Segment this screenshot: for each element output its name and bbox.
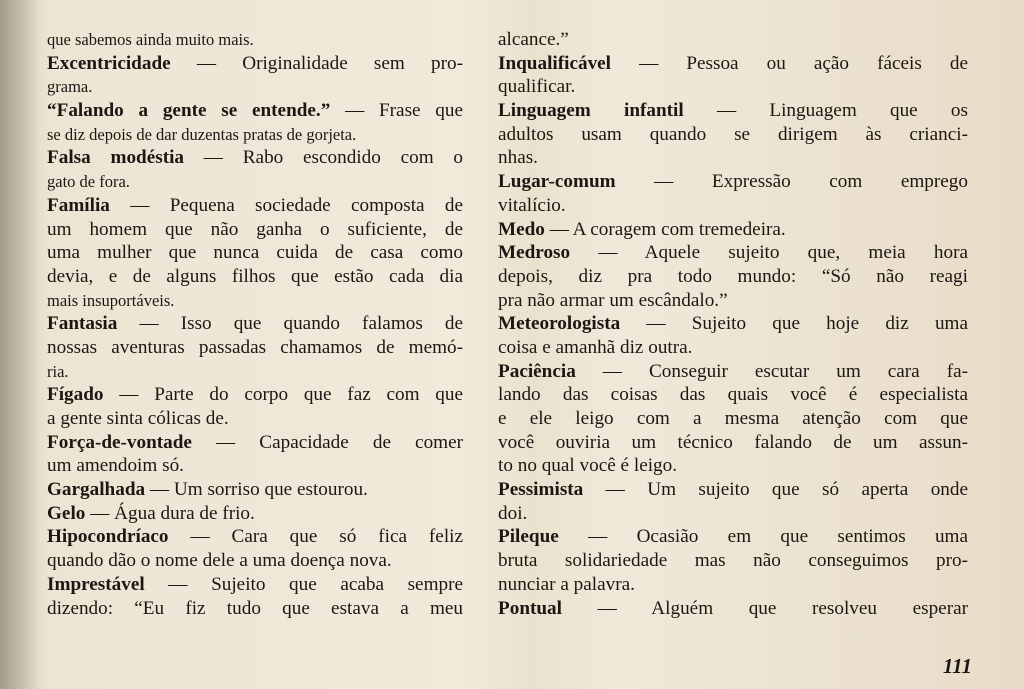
glossary-term: Fígado	[47, 384, 104, 406]
glossary-definition: — Cara que só fica feliz	[168, 526, 463, 548]
line-text: um amendoim só.	[47, 455, 184, 477]
line-text: doi.	[498, 502, 528, 524]
line-text: um homem que não ganha o suficiente, de	[47, 218, 463, 240]
glossary-term: Pessimista	[498, 479, 584, 501]
text-line	[47, 289, 463, 313]
text-line	[498, 431, 968, 455]
text-line	[498, 289, 968, 313]
text-line	[498, 502, 968, 526]
text-line	[498, 146, 968, 170]
text-line	[47, 360, 463, 384]
text-line	[47, 454, 463, 478]
glossary-definition: — Pessoa ou ação fáceis de	[611, 52, 968, 74]
text-line	[47, 123, 463, 147]
line-text: e ele leigo com a mesma atenção com que	[498, 408, 968, 429]
glossary-term: Linguagem infantil	[498, 100, 684, 122]
text-line	[47, 218, 463, 242]
glossary-term: Família	[47, 194, 110, 216]
glossary-entry-line	[498, 312, 968, 336]
right-column	[498, 28, 968, 620]
glossary-entry-line	[498, 52, 968, 76]
left-column	[47, 28, 463, 620]
glossary-term: “Falando a gente se entende.”	[47, 100, 331, 122]
line-text: alcance.”	[498, 29, 569, 50]
glossary-definition: — A coragem com tremedeira.	[544, 218, 786, 240]
text-line	[498, 573, 968, 597]
glossary-term: Gelo	[47, 502, 86, 524]
line-text: pra não armar um escândalo.”	[498, 289, 728, 311]
line-text: nhas.	[498, 147, 538, 169]
glossary-entry-line	[47, 431, 463, 455]
line-text: ria.	[47, 361, 69, 381]
glossary-term: Excentricidade	[47, 52, 171, 74]
line-text: quando dão o nome dele a uma doença nova.	[47, 550, 392, 572]
line-text: grama.	[47, 77, 93, 97]
line-text: se diz depois de dar duzentas pratas de gorjeta.	[47, 124, 357, 144]
glossary-entry-line	[47, 146, 463, 170]
glossary-definition: — Água dura de frio.	[85, 502, 255, 524]
glossary-term: Pileque	[498, 526, 559, 548]
line-text: gato de fora.	[47, 172, 130, 192]
glossary-term: Falsa modéstia	[47, 147, 185, 169]
text-line	[498, 123, 968, 147]
line-text: adultos usam quando se dirigem às crianci-	[498, 123, 968, 145]
glossary-definition: — Conseguir escutar um cara fa-	[575, 360, 968, 382]
glossary-term: Paciência	[498, 360, 576, 382]
text-line	[47, 549, 463, 573]
text-line	[498, 383, 968, 407]
text-line	[47, 265, 463, 289]
glossary-entry-line	[47, 312, 463, 336]
glossary-definition: — Aquele sujeito que, meia hora	[570, 242, 968, 264]
glossary-definition: — Isso que quando falamos de	[117, 313, 463, 335]
glossary-term: Gargalhada	[47, 479, 146, 501]
line-text: uma mulher que nunca cuida de casa como	[47, 242, 463, 264]
line-text: to no qual você é leigo.	[498, 455, 678, 477]
page-number: 111	[942, 654, 972, 678]
text-line	[498, 454, 968, 478]
text-line	[47, 407, 463, 431]
glossary-definition: — Expressão com emprego	[615, 171, 968, 193]
text-line	[498, 194, 968, 218]
glossary-definition: — Ocasião em que sentimos uma	[558, 526, 968, 548]
line-text: nunciar a palavra.	[498, 573, 635, 595]
glossary-definition: — Originalidade sem pro-	[170, 52, 463, 74]
glossary-entry-line	[47, 194, 463, 218]
line-text: depois, diz pra todo mundo: “Só não reagi	[498, 265, 968, 287]
glossary-definition: — Um sorriso que estourou.	[145, 479, 368, 501]
line-text: a gente sinta cólicas de.	[47, 408, 229, 429]
glossary-definition: — Linguagem que os	[683, 100, 968, 122]
line-text: que sabemos ainda muito mais.	[47, 30, 254, 49]
text-line	[498, 28, 968, 52]
text-line	[498, 407, 968, 431]
glossary-definition: — Sujeito que hoje diz uma	[620, 313, 968, 335]
glossary-term: Imprestável	[47, 573, 145, 595]
text-line	[498, 265, 968, 289]
glossary-definition: — Sujeito que acaba sempre	[144, 573, 463, 595]
glossary-term: Inqualificável	[498, 52, 612, 74]
line-text: devia, e de alguns filhos que estão cada dia	[47, 265, 463, 287]
glossary-definition: — Parte do corpo que faz com que	[103, 384, 463, 406]
glossary-entry-line	[47, 99, 463, 123]
text-line	[47, 336, 463, 360]
glossary-entry-line	[47, 478, 463, 502]
glossary-entry-line	[498, 241, 968, 265]
glossary-term: Medo	[498, 218, 545, 240]
text-line	[47, 75, 463, 99]
glossary-entry-line	[47, 383, 463, 407]
glossary-term: Meteorologista	[498, 313, 621, 335]
glossary-term: Lugar-comum	[498, 171, 616, 193]
glossary-term: Medroso	[498, 242, 571, 264]
line-text: vitalício.	[498, 194, 566, 216]
text-line	[47, 28, 463, 52]
line-text: lando das coisas das quais você é especialista	[498, 384, 968, 406]
text-line	[498, 336, 968, 360]
glossary-term: Hipocondríaco	[47, 526, 169, 548]
glossary-definition: — Capacidade de comer	[191, 431, 463, 453]
glossary-definition: — Alguém que resolveu esperar	[561, 597, 968, 619]
glossary-entry-line	[498, 99, 968, 123]
line-text: qualificar.	[498, 76, 576, 98]
text-line	[47, 241, 463, 265]
line-text: mais insuportáveis.	[47, 290, 175, 310]
glossary-definition: — Um sujeito que só aperta onde	[583, 479, 968, 501]
glossary-entry-line	[498, 478, 968, 502]
glossary-definition: — Pequena sociedade composta de	[109, 194, 463, 216]
glossary-definition: — Rabo escondido com o	[184, 147, 463, 169]
glossary-term: Pontual	[498, 597, 562, 619]
glossary-term: Fantasia	[47, 313, 118, 335]
line-text: dizendo: “Eu fiz tudo que estava a meu	[47, 597, 463, 619]
line-text: nossas aventuras passadas chamamos de memó-	[47, 336, 463, 358]
glossary-entry-line	[498, 525, 968, 549]
line-text: você ouviria um técnico falando de um assun-	[498, 431, 968, 453]
glossary-definition: — Frase que	[330, 100, 463, 122]
spine-shadow	[0, 0, 40, 689]
glossary-entry-line	[498, 597, 968, 621]
text-line	[47, 170, 463, 194]
text-line	[498, 75, 968, 99]
glossary-entry-line	[498, 170, 968, 194]
glossary-entry-line	[498, 218, 968, 242]
line-text: coisa e amanhã diz outra.	[498, 336, 693, 358]
glossary-entry-line	[47, 573, 463, 597]
glossary-entry-line	[47, 502, 463, 526]
line-text: bruta solidariedade mas não conseguimos pro-	[498, 550, 968, 572]
text-line	[47, 597, 463, 621]
glossary-entry-line	[498, 360, 968, 384]
glossary-entry-line	[47, 52, 463, 76]
text-line	[498, 549, 968, 573]
glossary-entry-line	[47, 525, 463, 549]
glossary-term: Força-de-vontade	[47, 431, 192, 453]
